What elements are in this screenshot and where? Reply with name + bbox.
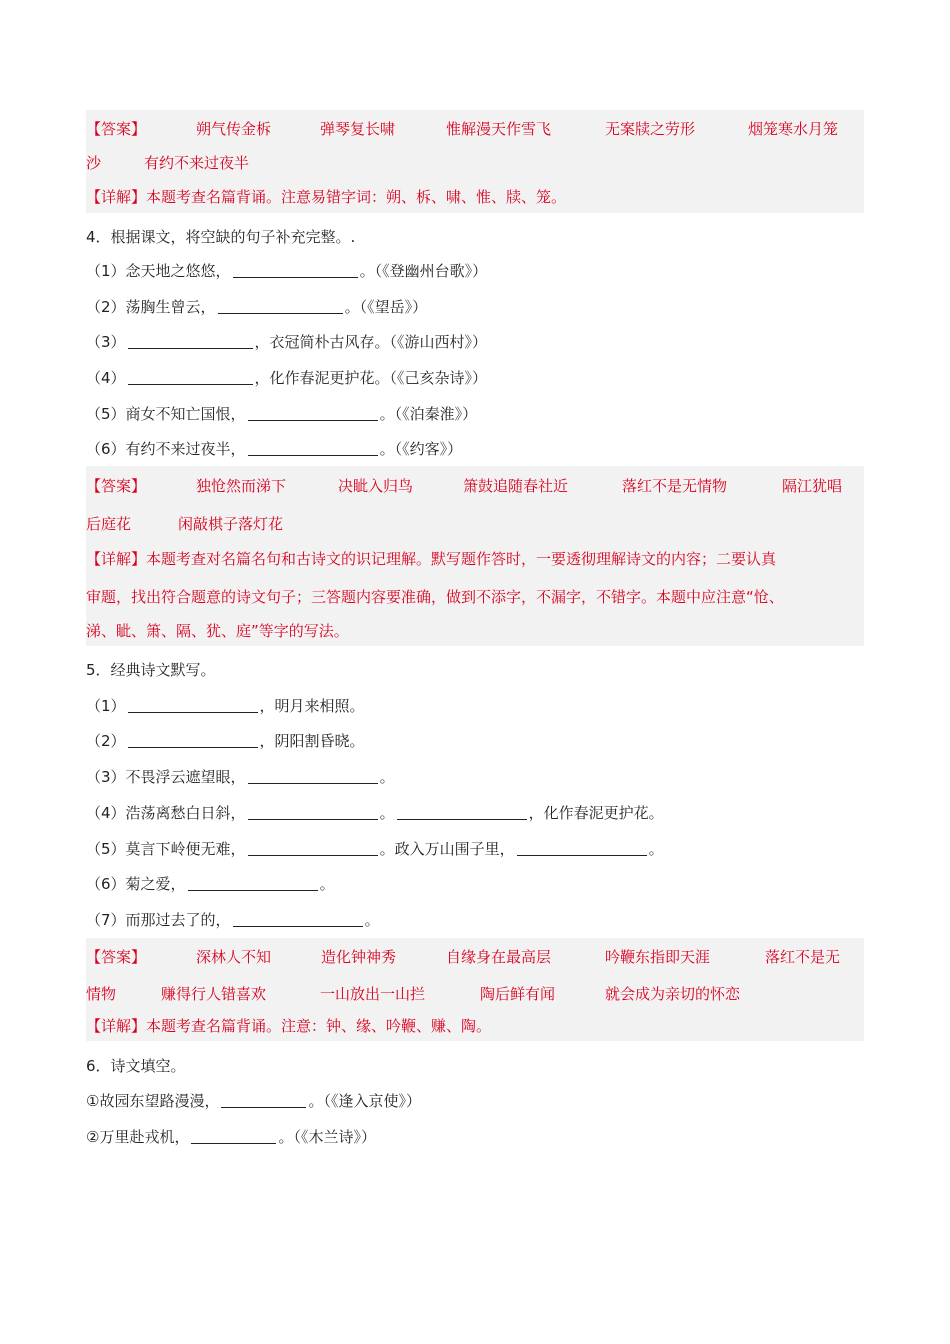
line-text: 浩荡离愁白日斜， <box>125 804 246 822</box>
answer-item: 朔气传金柝 <box>196 120 272 138</box>
q4-answer-block <box>86 466 864 646</box>
line-text: 。（《登幽州台歌》） <box>359 262 488 280</box>
answer-blank[interactable] <box>191 1129 276 1144</box>
answer-blank[interactable] <box>233 912 363 927</box>
answer-blank[interactable] <box>248 805 378 820</box>
answer-item: 吟鞭东指即天涯 <box>605 948 711 966</box>
answer-blank[interactable] <box>517 841 647 856</box>
answer-item: 造化钟神秀 <box>321 948 397 966</box>
q5-answer-block <box>86 938 864 1041</box>
answer-item: 闲敲棋子落灯花 <box>178 515 284 533</box>
q3-answer-block <box>86 110 864 213</box>
answer-tag: 【答案】 <box>86 948 147 966</box>
line-number: （3） <box>86 768 126 786</box>
line-text: 荡胸生曾云， <box>125 298 216 316</box>
question-line <box>86 431 462 467</box>
line-number: （4） <box>86 369 126 387</box>
question-line <box>86 759 395 795</box>
answer-blank[interactable] <box>248 841 378 856</box>
answer-tag: 【答案】 <box>86 477 147 495</box>
answer-blank[interactable] <box>128 698 258 713</box>
detail-text: 涕、眦、箫、隔、犹、庭”等字的写法。 <box>86 622 349 640</box>
line-text: 。政入万山围子里， <box>379 840 515 858</box>
answer-item: 就会成为亲切的怀恋 <box>605 985 741 1003</box>
answer-item: 箫鼓追随春社近 <box>463 477 569 495</box>
answer-blank[interactable] <box>128 733 258 748</box>
answer-line <box>86 110 864 148</box>
question-title: 5．经典诗文默写。 <box>86 661 216 679</box>
answer-blank[interactable] <box>218 299 343 314</box>
line-number: （2） <box>86 732 126 750</box>
detail-text: 审题，找出符合题意的诗文句子；三答题内容要准确，做到不添字，不漏字，不错字。本题中应注意“怆、 <box>86 588 784 606</box>
line-text: ，化作春泥更护花。（《己亥杂诗》） <box>254 369 488 387</box>
line-number: （7） <box>86 911 126 929</box>
question-title: 4．根据课文，将空缺的句子补充完整。. <box>86 228 356 246</box>
answer-item: 情物 <box>86 985 117 1003</box>
line-text: 有约不来过夜半， <box>125 440 246 458</box>
question-line <box>86 253 487 289</box>
question-line <box>86 289 427 325</box>
detail-text: 【详解】本题考查名篇背诵。注意：钟、缘、吟鞭、赚、陶。 <box>86 1017 492 1035</box>
answer-item: 弹琴复长啸 <box>320 120 396 138</box>
line-text: 。（《木兰诗》） <box>278 1128 376 1146</box>
detail-text: 【详解】本题考查对名篇名句和古诗文的识记理解。默写题作答时，一要透彻理解诗文的内容；二要认真 <box>86 550 777 568</box>
answer-item: 赚得行人错喜欢 <box>161 985 267 1003</box>
question-line <box>86 902 380 938</box>
question-line <box>86 795 664 831</box>
line-number: （1） <box>86 262 126 280</box>
question-line <box>86 324 487 360</box>
line-text: 。 <box>379 804 395 822</box>
line-number: （6） <box>86 875 126 893</box>
question-line <box>86 723 365 759</box>
answer-item: 落红不是无情物 <box>622 477 728 495</box>
line-text: ，化作春泥更护花。 <box>528 804 664 822</box>
answer-line <box>86 505 864 543</box>
question-line <box>86 1083 421 1119</box>
line-number: （4） <box>86 804 126 822</box>
line-text: 念天地之悠悠， <box>125 262 231 280</box>
line-text: 。 <box>648 840 664 858</box>
answer-line <box>86 975 864 1013</box>
line-number: （1） <box>86 697 126 715</box>
answer-item: 烟笼寒水月笼 <box>748 120 839 138</box>
line-text: ，明月来相照。 <box>259 697 365 715</box>
question-title: 6．诗文填空。 <box>86 1057 186 1075</box>
line-text: ①故园东望路漫漫， <box>86 1092 220 1110</box>
question-line <box>86 866 335 902</box>
line-text: 。 <box>319 875 335 893</box>
answer-item: 自缘身在最高层 <box>446 948 552 966</box>
line-text: 不畏浮云遮望眼， <box>125 768 246 786</box>
answer-blank[interactable] <box>397 805 527 820</box>
line-number: （2） <box>86 298 126 316</box>
line-text: 。（《望岳》） <box>344 298 428 316</box>
line-text: 莫言下岭便无难， <box>125 840 246 858</box>
answer-item: 深林人不知 <box>196 948 272 966</box>
question-line <box>86 396 477 432</box>
answer-blank[interactable] <box>221 1093 306 1108</box>
line-text: 。（《约客》） <box>379 440 463 458</box>
question-line <box>86 688 365 724</box>
answer-item: 后庭花 <box>86 515 132 533</box>
answer-blank[interactable] <box>248 441 378 456</box>
question-line <box>86 1119 376 1155</box>
line-text: ，衣冠简朴古风存。（《游山西村》） <box>254 333 488 351</box>
line-text: 。（《泊秦淮》） <box>379 405 478 423</box>
answer-item: 落红不是无 <box>765 948 841 966</box>
answer-line <box>86 144 864 182</box>
answer-item: 陶后鲜有闻 <box>480 985 556 1003</box>
line-text: ②万里赴戎机， <box>86 1128 190 1146</box>
line-text: 而那过去了的， <box>125 911 231 929</box>
answer-item: 沙 <box>86 154 102 172</box>
answer-item: 惟解漫天作雪飞 <box>446 120 552 138</box>
answer-blank[interactable] <box>248 769 378 784</box>
answer-blank[interactable] <box>248 406 378 421</box>
line-number: （5） <box>86 840 126 858</box>
answer-blank[interactable] <box>188 876 318 891</box>
answer-line <box>86 938 864 976</box>
line-text: 。 <box>364 911 380 929</box>
line-text: ，阴阳割昏晓。 <box>259 732 365 750</box>
answer-blank[interactable] <box>128 370 253 385</box>
answer-line <box>86 467 864 505</box>
answer-item: 一山放出一山拦 <box>320 985 426 1003</box>
line-text: 。（《逢入京使》） <box>308 1092 421 1110</box>
question-line <box>86 360 487 396</box>
answer-tag: 【答案】 <box>86 120 147 138</box>
answer-item: 隔江犹唱 <box>782 477 843 495</box>
answer-item: 决眦入归鸟 <box>338 477 414 495</box>
line-text: 菊之爱， <box>125 875 186 893</box>
detail-text: 【详解】本题考查名篇背诵。注意易错字词：朔、柝、啸、惟、牍、笼。 <box>86 188 567 206</box>
question-line <box>86 831 664 867</box>
line-number: （6） <box>86 440 126 458</box>
line-number: （5） <box>86 405 126 423</box>
answer-blank[interactable] <box>128 334 253 349</box>
answer-item: 有约不来过夜半 <box>144 154 250 172</box>
answer-item: 独怆然而涕下 <box>196 477 287 495</box>
line-text: 商女不知亡国恨， <box>125 405 246 423</box>
answer-item: 无案牍之劳形 <box>605 120 696 138</box>
line-number: （3） <box>86 333 126 351</box>
answer-blank[interactable] <box>233 263 358 278</box>
line-text: 。 <box>379 768 395 786</box>
